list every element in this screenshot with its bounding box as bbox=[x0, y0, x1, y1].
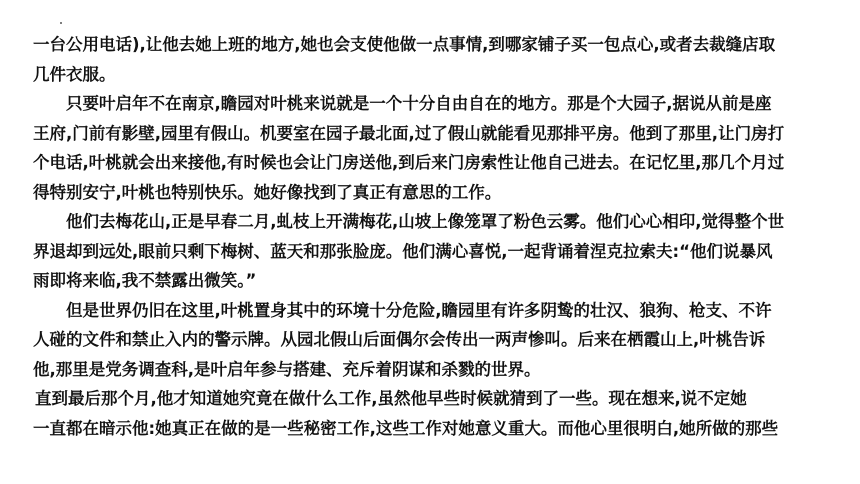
paragraph-start-line-13: 直到最后那个月,他才知道她究竟在做什么工作,虽然他早些时候就猜到了一些。现在想来,说不定她 bbox=[35, 389, 747, 408]
paragraph-start-line-10: 但是世界仍旧在这里,叶桃置身其中的环境十分危险,瞻园里有许多阴鸷的壮汉、狼狗、枪支、不许 bbox=[66, 300, 772, 320]
text-line-4: 王府,门前有影壁,园里有假山。机要室在园子最北面,过了假山就能看见那排平房。他到了那里,让门房打 bbox=[33, 123, 785, 143]
stray-mark bbox=[60, 22, 62, 24]
text-line-2: 几件衣服。 bbox=[33, 64, 116, 84]
document-body bbox=[33, 30, 833, 443]
text-line-9: 雨即将来临,我不禁露出微笑。” bbox=[33, 271, 257, 290]
paragraph-start-line-7: 他们去梅花山,正是早春二月,虬枝上开满梅花,山坡上像笼罩了粉色云雾。他们心心相印,觉得整个世 bbox=[66, 212, 785, 231]
text-line-1: 一台公用电话),让他去她上班的地方,她也会支使他做一点事情,到哪家铺子买一包点心,或者去裁缝店取 bbox=[33, 35, 776, 54]
text-line-8: 界退却到远处,眼前只剩下梅树、蓝天和那张脸庞。他们满心喜悦,一起背诵着涅克拉索夫:“他们说暴风 bbox=[33, 241, 773, 261]
paragraph-start-line-3: 只要叶启年不在南京,瞻园对叶桃来说就是一个十分自由自在的地方。那是个大园子,据说从前是座 bbox=[66, 94, 772, 113]
text-line-6: 得特别安宁,叶桃也特别快乐。她好像找到了真正有意思的工作。 bbox=[33, 182, 502, 202]
text-line-5: 个电话,叶桃就会出来接他,有时候也会让门房送他,到后来门房索性让他自己进去。在记忆里,那几个月过 bbox=[33, 153, 785, 172]
text-line-12: 他,那里是党务调查科,是叶启年参与搭建、充斥着阴谋和杀戮的世界。 bbox=[33, 359, 541, 379]
text-line-14: 一直都在暗示他:她真正在做的是一些秘密工作,这些工作对她意义重大。而他心里很明白,她所做的那些 bbox=[33, 418, 779, 438]
text-line-11: 人碰的文件和禁止入内的警示牌。从园北假山后面偶尔会传出一两声惨叫。后来在栖霞山上,叶桃告诉 bbox=[33, 330, 766, 349]
